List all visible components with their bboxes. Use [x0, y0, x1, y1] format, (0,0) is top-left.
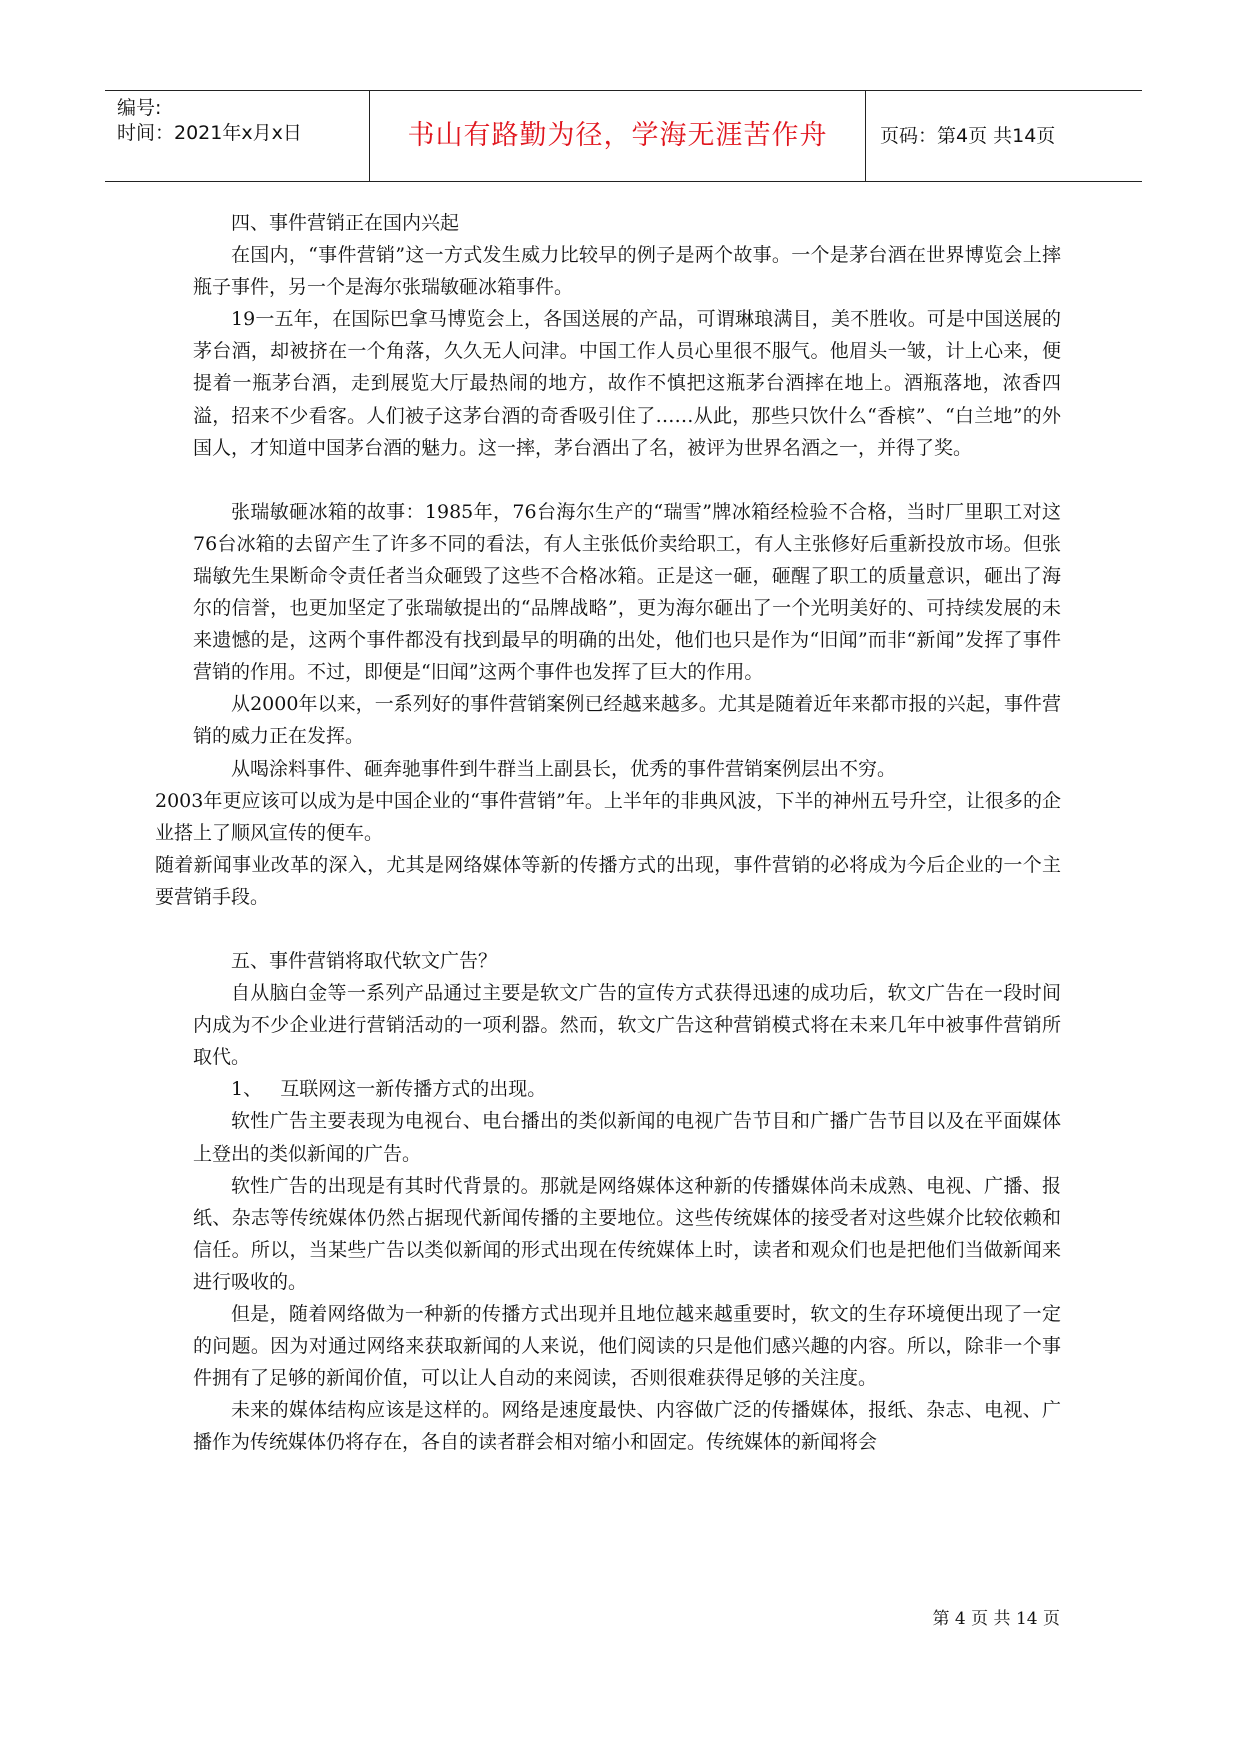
document-body	[155, 207, 1061, 1458]
paragraph: 从2000年以来，一系列好的事件营销案例已经越来越多。尤其是随着近年来都市报的兴起，事件营销的威力正在发挥。	[193, 693, 1061, 748]
paragraph: 自从脑白金等一系列产品通过主要是软文广告的宣传方式获得迅速的成功后，软文广告在一段时间内成为不少企业进行营销活动的一项利器。然而，软文广告这种营销模式将在未来几年中被事件营销所取代。	[193, 982, 1061, 1069]
header-motto: 书山有路勤为径，学海无涯苦作舟	[370, 91, 866, 181]
list-item: 1、 互联网这一新传播方式的出现。	[231, 1078, 547, 1101]
document-number-label: 编号:	[117, 97, 162, 119]
page-header	[105, 90, 1142, 182]
paragraph: 但是，随着网络做为一种新的传播方式出现并且地位越来越重要时，软文的生存环境便出现了一定的问题。因为对通过网络来获取新闻的人来说，他们阅读的只是他们感兴趣的内容。所以，除非一个事件拥有了足够的新闻价值，可以让人自动的来阅读，否则很难获得足够的关注度。	[193, 1303, 1061, 1390]
paragraph: 未来的媒体结构应该是这样的。网络是速度最快、内容做广泛的传播媒体，报纸、杂志、电视、广播作为传统媒体仍将存在，各自的读者群会相对缩小和固定。传统媒体的新闻将会	[193, 1399, 1061, 1454]
paragraph: 19一五年，在国际巴拿马博览会上，各国送展的产品，可谓琳琅满目，美不胜收。可是中国送展的茅台酒，却被挤在一个角落，久久无人问津。中国工作人员心里很不服气。他眉头一皱，计上心来，便提着一瓶茅台酒，走到展览大厅最热闹的地方，故作不慎把这瓶茅台酒摔在地上。酒瓶落地，浓香四溢，招来不少看客。人们被子这茅台酒的奇香吸引住了……从此，那些只饮什么“香槟”、“白兰地”的外国人，才知道中国茅台酒的魅力。这一摔，茅台酒出了名，被评为世界名酒之一，并得了奖。	[193, 308, 1061, 459]
paragraph: 软性广告的出现是有其时代背景的。那就是网络媒体这种新的传播媒体尚未成熟、电视、广播、报纸、杂志等传统媒体仍然占据现代新闻传播的主要地位。这些传统媒体的接受者对这些媒介比较依赖和信任。所以，当某些广告以类似新闻的形式出现在传统媒体上时，读者和观众们也是把他们当做新闻来进行吸收的。	[193, 1174, 1061, 1293]
section-heading-5: 五、事件营销将取代软文广告？	[231, 949, 498, 972]
paragraph: 从喝涂料事件、砸奔驰事件到牛群当上副县长，优秀的事件营销案例层出不穷。	[231, 757, 897, 780]
paragraph: 在国内，“事件营销”这一方式发生威力比较早的例子是两个故事。一个是茅台酒在世界博览会上摔瓶子事件，另一个是海尔张瑞敏砸冰箱事件。	[193, 244, 1061, 299]
paragraph: 随着新闻事业改革的深入，尤其是网络媒体等新的传播方式的出现，事件营销的必将成为今后企业的一个主要营销手段。	[155, 853, 1061, 908]
paragraph-gap	[193, 913, 1061, 945]
header-page-label: 页码：第4页 共14页	[880, 125, 1056, 147]
header-info-cell	[105, 91, 370, 181]
paragraph: 软性广告主要表现为电视台、电台播出的类似新闻的电视广告节目和广播广告节目以及在平面媒体上登出的类似新闻的广告。	[193, 1110, 1061, 1165]
paragraph-gap	[193, 464, 1061, 496]
paragraph: 2003年更应该可以成为是中国企业的“事件营销”年。上半年的非典风波，下半的神州五号升空，让很多的企业搭上了顺风宣传的便车。	[155, 789, 1061, 844]
section-heading-4: 四、事件营销正在国内兴起	[231, 212, 460, 234]
page-footer: 第 4 页 共 14 页	[932, 1609, 1060, 1629]
document-time-label: 时间：2021年x月x日	[117, 122, 302, 144]
paragraph: 张瑞敏砸冰箱的故事：1985年，76台海尔生产的“瑞雪”牌冰箱经检验不合格，当时厂里职工对这76台冰箱的去留产生了许多不同的看法，有人主张低价卖给职工，有人主张修好后重新投放市场。但张瑞敏先生果断命令责任者当众砸毁了这些不合格冰箱。正是这一砸，砸醒了职工的质量意识，砸出了海尔的信誉，也更加坚定了张瑞敏提出的“品牌战略”，更为海尔砸出了一个光明美好的、可持续发展的未来遗憾的是，这两个事件都没有找到最早的明确的出处，他们也只是作为“旧闻”而非“新闻”发挥了事件营销的作用。不过，即便是“旧闻”这两个事件也发挥了巨大的作用。	[193, 500, 1061, 684]
